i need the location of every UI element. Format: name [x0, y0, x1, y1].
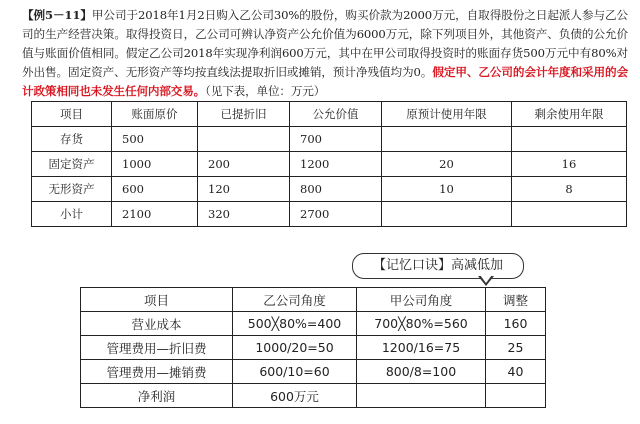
- assumption-text: 假定甲、乙公司的会计年度和采用的会计政策相同也未发生任何内部交易。: [22, 65, 629, 98]
- row-label: 小计: [32, 202, 112, 227]
- table-cell: [486, 384, 546, 408]
- row-label: 营业成本: [81, 312, 233, 336]
- table-row: [32, 202, 627, 227]
- table-cell: 700╳80%=560: [357, 312, 486, 336]
- example-body: 甲公司于2018年1月2日购入乙公司30%的股份，购买价款为2000万元，自取得股份之日起派人参与乙公司的生产经营决策。取得投资日，乙公司可辨认净资产公允价值为6000万元，除下列项目外，其他资产、负债的公允价值与账面价值相同。假定乙公司2018年实现净利润600万元，其中在甲公司取得投资时的账面存货500万元中有80%对外出售。固定资产、无形资产等均按直线法提取折旧或摊销，预计净残值均为0。: [22, 8, 629, 79]
- table-row: [32, 177, 627, 202]
- table-cell: 800/8=100: [357, 360, 486, 384]
- table-cell: 20: [382, 152, 512, 177]
- table-cell: 1200: [290, 152, 382, 177]
- table-cell: 700: [290, 127, 382, 152]
- table-cell: 160: [486, 312, 546, 336]
- table-cell: 10: [382, 177, 512, 202]
- header-cell: 甲公司角度: [357, 288, 486, 312]
- header-cell: 乙公司角度: [233, 288, 357, 312]
- table-header-row: [81, 288, 546, 312]
- table-cell: 600万元: [233, 384, 357, 408]
- row-label: 净利润: [81, 384, 233, 408]
- example-paragraph: [22, 6, 628, 101]
- adjustment-table: [80, 287, 546, 408]
- callout-pointer-fill: [480, 275, 492, 283]
- table-cell: [357, 384, 486, 408]
- table-row: [81, 312, 546, 336]
- table-cell: 2700: [290, 202, 382, 227]
- table-cell: 500╳80%=400: [233, 312, 357, 336]
- table-cell: [382, 127, 512, 152]
- table-cell: 320: [198, 202, 290, 227]
- table-cell: [198, 127, 290, 152]
- table-row: [32, 152, 627, 177]
- header-cell: 原预计使用年限: [382, 102, 512, 127]
- table-cell: 200: [198, 152, 290, 177]
- asset-table: [31, 101, 627, 227]
- row-label: 管理费用—摊销费: [81, 360, 233, 384]
- table-cell: 2100: [112, 202, 198, 227]
- header-cell: 剩余使用年限: [512, 102, 627, 127]
- header-cell: 账面原价: [112, 102, 198, 127]
- table-row: [81, 360, 546, 384]
- table-cell: 25: [486, 336, 546, 360]
- table-cell: [512, 202, 627, 227]
- table-cell: [382, 202, 512, 227]
- table-cell: 40: [486, 360, 546, 384]
- table-cell: 600/10=60: [233, 360, 357, 384]
- table-cell: 16: [512, 152, 627, 177]
- table-cell: 8: [512, 177, 627, 202]
- table-cell: 1000/20=50: [233, 336, 357, 360]
- row-label: 无形资产: [32, 177, 112, 202]
- table-row: [32, 127, 627, 152]
- memory-tip-callout: 【记忆口诀】高减低加: [352, 253, 524, 279]
- table-cell: 800: [290, 177, 382, 202]
- row-label: 存货: [32, 127, 112, 152]
- table-row: [81, 384, 546, 408]
- table-cell: [512, 127, 627, 152]
- table-cell: 600: [112, 177, 198, 202]
- example-label: 【例5－11】: [22, 8, 92, 22]
- header-cell: 已提折旧: [198, 102, 290, 127]
- table-row: [81, 336, 546, 360]
- row-label: 固定资产: [32, 152, 112, 177]
- table-cell: 1200/16=75: [357, 336, 486, 360]
- table-header-row: [32, 102, 627, 127]
- table-cell: 120: [198, 177, 290, 202]
- row-label: 管理费用—折旧费: [81, 336, 233, 360]
- table-cell: 500: [112, 127, 198, 152]
- header-cell: 项目: [81, 288, 233, 312]
- header-cell: 调整: [486, 288, 546, 312]
- header-cell: 公允价值: [290, 102, 382, 127]
- header-cell: 项目: [32, 102, 112, 127]
- unit-note: （见下表，单位：万元）: [205, 84, 326, 98]
- table-cell: 1000: [112, 152, 198, 177]
